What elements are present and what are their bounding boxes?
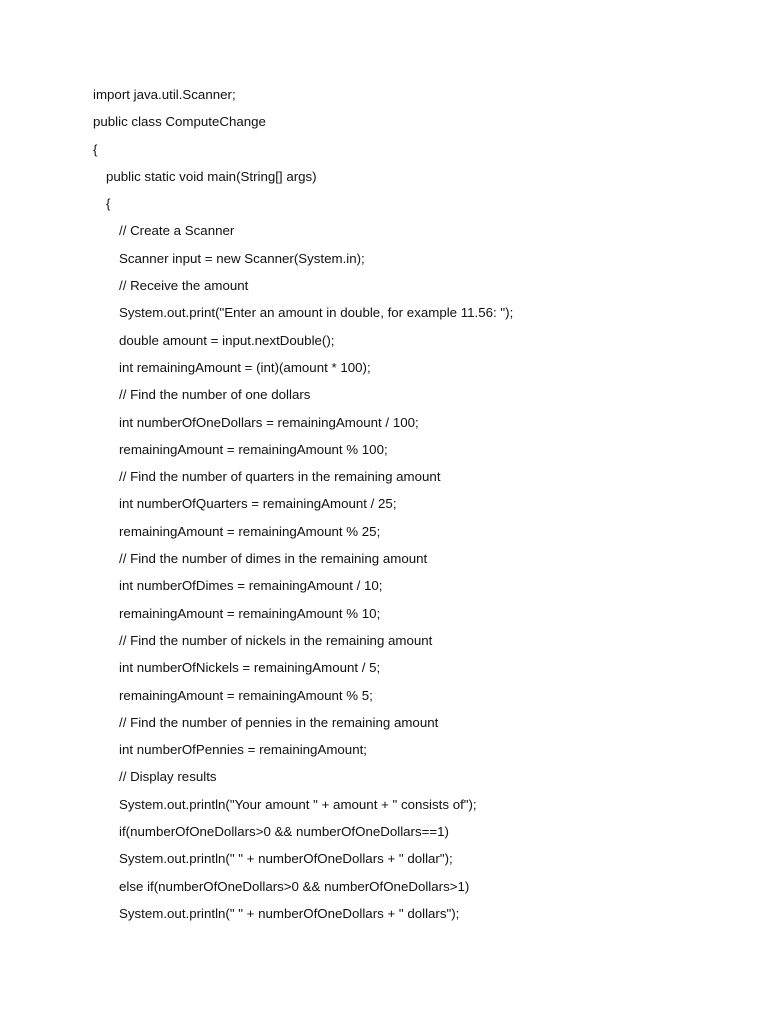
- code-line: int numberOfNickels = remainingAmount / 5;: [119, 660, 381, 676]
- code-line: int numberOfPennies = remainingAmount;: [119, 742, 367, 758]
- code-line: remainingAmount = remainingAmount % 100;: [119, 441, 388, 457]
- code-line: import java.util.Scanner;: [93, 87, 236, 102]
- code-line: {: [106, 196, 111, 212]
- code-line: if(numberOfOneDollars>0 && numberOfOneDollars==1): [119, 824, 449, 840]
- code-line: int numberOfOneDollars = remainingAmount / 100;: [119, 414, 419, 430]
- code-line: // Find the number of dimes in the remaining amount: [119, 551, 428, 567]
- code-line: remainingAmount = remainingAmount % 10;: [119, 605, 381, 621]
- code-line: public static void main(String[] args): [106, 168, 317, 184]
- code-line: remainingAmount = remainingAmount % 5;: [119, 687, 373, 703]
- code-line: System.out.println("Your amount " + amount + " consists of");: [119, 796, 477, 812]
- code-line: public class ComputeChange: [93, 114, 266, 130]
- code-line: // Display results: [119, 769, 217, 785]
- code-line: // Receive the amount: [119, 278, 249, 294]
- code-line: System.out.println(" " + numberOfOneDollars + " dollars");: [119, 905, 460, 921]
- code-line: // Find the number of quarters in the remaining amount: [119, 469, 441, 485]
- code-line: {: [93, 141, 98, 157]
- code-listing: [93, 84, 743, 930]
- code-line: double amount = input.nextDouble();: [119, 332, 335, 348]
- code-line: else if(numberOfOneDollars>0 && numberOfOneDollars>1): [119, 878, 470, 894]
- code-line: System.out.print("Enter an amount in double, for example 11.56: ");: [119, 305, 514, 321]
- code-line: System.out.println(" " + numberOfOneDollars + " dollar");: [119, 851, 453, 867]
- code-line: remainingAmount = remainingAmount % 25;: [119, 523, 381, 539]
- code-line: int numberOfQuarters = remainingAmount / 25;: [119, 496, 397, 512]
- code-line: // Find the number of pennies in the remaining amount: [119, 714, 439, 730]
- code-line: int numberOfDimes = remainingAmount / 10;: [119, 578, 383, 594]
- code-line: int remainingAmount = (int)(amount * 100);: [119, 359, 371, 375]
- code-line: // Find the number of nickels in the remaining amount: [119, 632, 433, 648]
- code-line: // Find the number of one dollars: [119, 387, 311, 403]
- code-line: Scanner input = new Scanner(System.in);: [119, 250, 365, 266]
- code-line: // Create a Scanner: [119, 223, 235, 239]
